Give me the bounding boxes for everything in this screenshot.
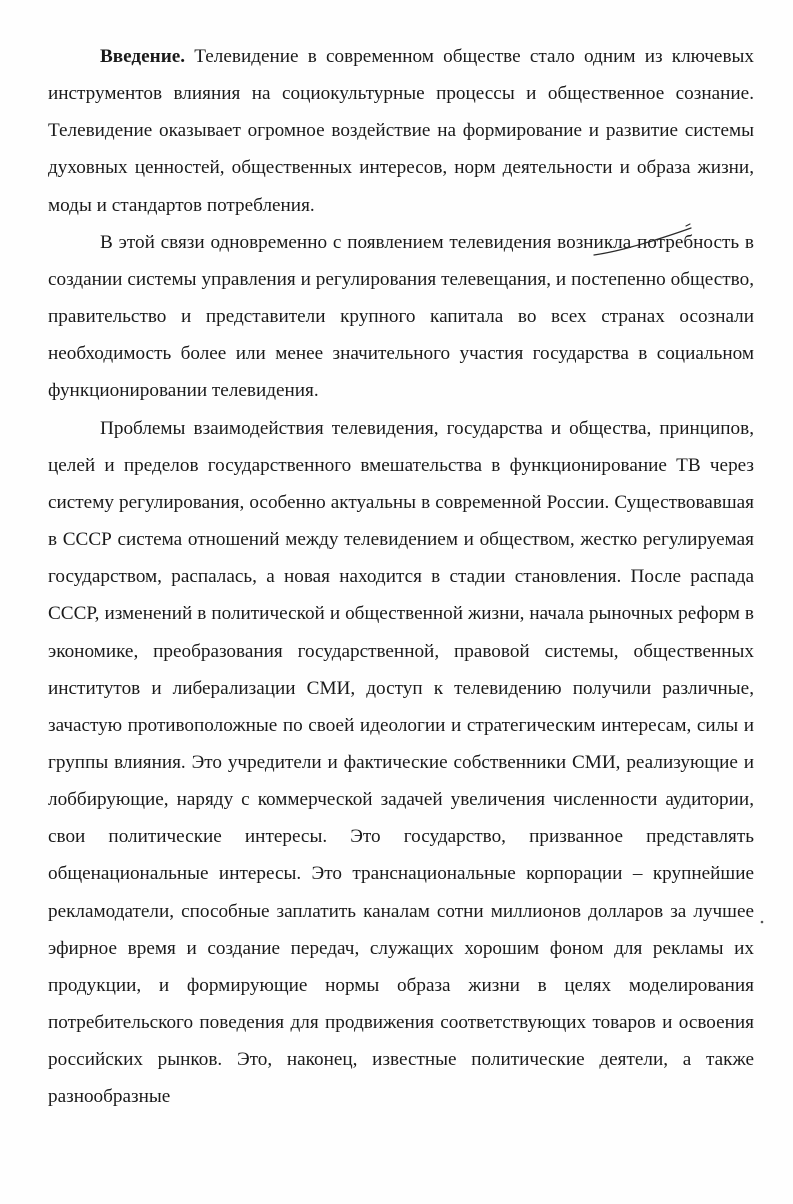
paragraph-text: Проблемы взаимодействия телевидения, государства и общества, принципов, целей и пределов государственного вмешательства в функционирование ТВ через систему регулирования, особенно актуальны в современной России. Существовавшая в СССР система отношений между телевидением и обществом, жестко регулируемая государством, распалась, а новая находится в стадии становления. После распада СССР, изменений в политической и общественной жизни, начала рыночных реформ в экономике, преобразования государственной, правовой системы, общественных институтов и либерализации СМИ, доступ к телевидению получили различные, зачастую противоположные по своей идеологии и стратегическим интересам, силы и группы влияния. Это учредители и фактические собственники СМИ, реализующие и лоббирующие, наряду с коммерческой задачей увеличения численности аудитории, свои политические интересы. Это государство, призванное представлять общенациональные интересы. Это транснациональные корпорации – крупнейшие рекламодатели, способные заплатить каналам сотни миллионов долларов за лучшее эфирное время и создание передач, служащих хорошим фоном для рекламы их продукции, и формирующие нормы образа жизни в целях моделирования потребительского поведения для продвижения соответствующих товаров и освоения российских рынков. Это, наконец, известные политические деятели, а также разнообразные [48, 417, 754, 1108]
document-body [48, 38, 754, 1116]
paragraph-text: В этой связи одновременно с появлением телевидения возникла потребность в создании системы управления и регулирования телевещания, и постепенно общество, правительство и представители крупного капитала во всех странах осознали необходимость более или менее значительного участия государства в социальном функционировании телевидения. [48, 231, 754, 402]
paragraph-problems [48, 410, 754, 1116]
paragraph-text: Телевидение в современном обществе стало одним из ключевых инструментов влияния на социокультурные процессы и общественное сознание. Телевидение оказывает огромное воздействие на формирование и развитие системы духовных ценностей, общественных интересов, норм деятельности и образа жизни, моды и стандартов потребления. [48, 46, 754, 216]
pen-dot-mark [758, 918, 766, 926]
introduction-heading: Введение. [100, 46, 186, 67]
paragraph-introduction [48, 38, 754, 224]
paragraph-regulation-need [48, 224, 754, 410]
